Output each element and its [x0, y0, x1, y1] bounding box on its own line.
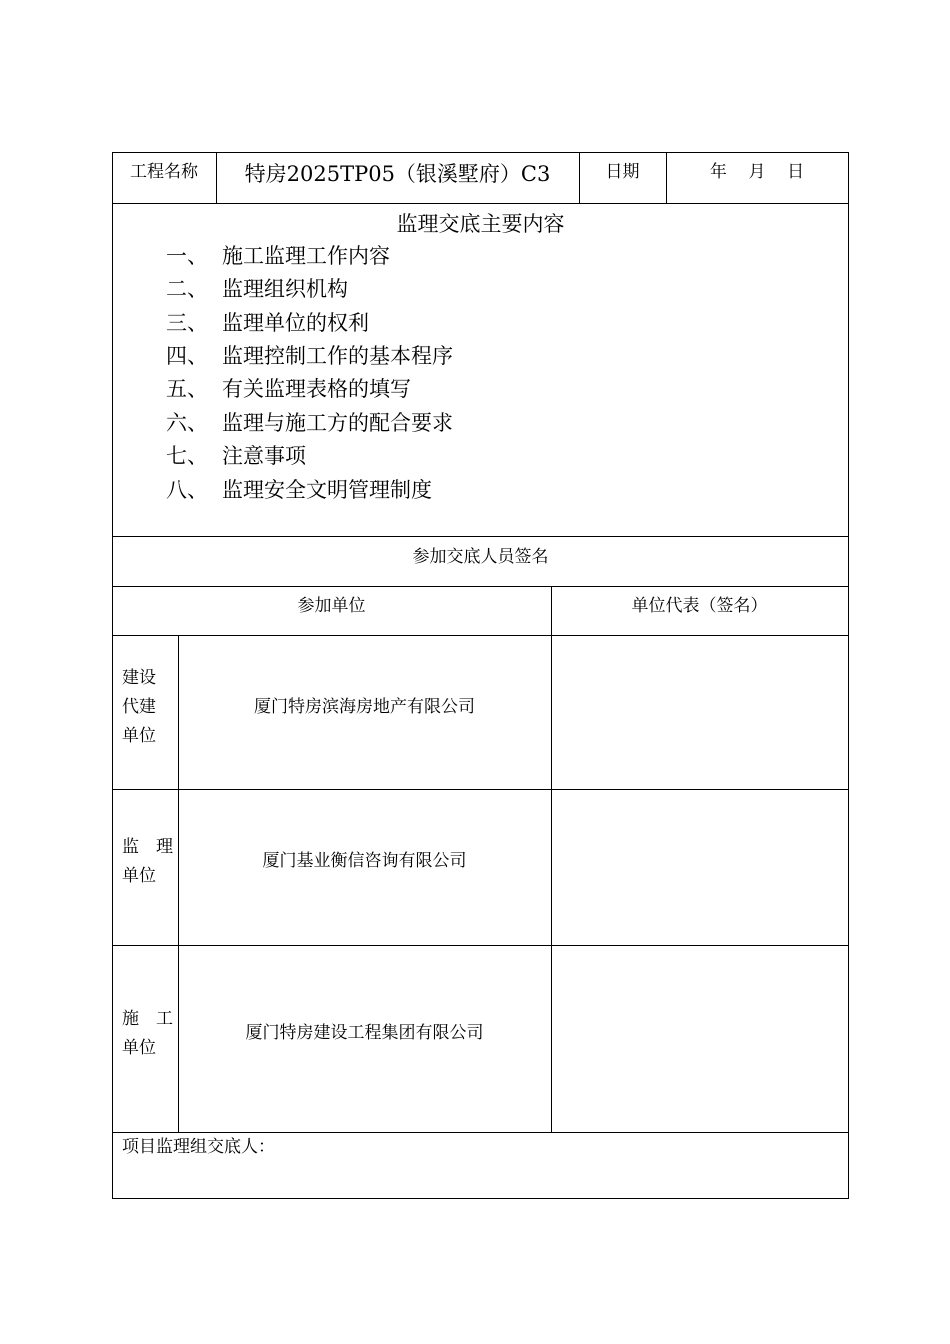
- list-item: [166, 346, 453, 367]
- role-label-construction: 建设 代建 单位: [122, 668, 156, 746]
- row-divider: [112, 789, 849, 790]
- column-header-unit: 参加单位: [297, 596, 366, 616]
- item-text: 监理控制工作的基本程序: [222, 344, 453, 368]
- role-label-contractor: 施 工 单位: [122, 1009, 173, 1058]
- date-label: 日期: [605, 162, 640, 182]
- item-number: 六、: [166, 411, 208, 435]
- row-divider: [112, 203, 849, 204]
- date-value: 年 月 日: [709, 162, 805, 182]
- item-text: 监理安全文明管理制度: [222, 478, 432, 502]
- row-divider: [112, 945, 849, 946]
- item-number: 四、: [166, 344, 208, 368]
- list-item: [166, 379, 411, 400]
- company-name: 厦门特房建设工程集团有限公司: [245, 1023, 484, 1043]
- signature-section-title: 参加交底人员签名: [412, 547, 549, 567]
- list-item: [166, 446, 306, 467]
- item-number: 二、: [166, 277, 208, 301]
- border-left: [112, 152, 113, 1199]
- item-text: 施工监理工作内容: [222, 244, 390, 268]
- row-divider: [112, 635, 849, 636]
- item-number: 一、: [166, 244, 208, 268]
- border-top: [112, 152, 849, 153]
- list-item: [166, 480, 432, 501]
- row-divider: [112, 586, 849, 587]
- item-text: 监理单位的权利: [222, 311, 369, 335]
- item-number: 三、: [166, 311, 208, 335]
- list-item: [166, 246, 390, 267]
- supervision-briefing-form: [112, 152, 849, 1199]
- row-divider: [112, 1132, 849, 1133]
- item-text: 监理组织机构: [222, 277, 348, 301]
- item-text: 注意事项: [222, 444, 306, 468]
- briefing-person-label: 项目监理组交底人：: [122, 1137, 275, 1157]
- list-item: [166, 413, 453, 434]
- column-header-representative: 单位代表（签名）: [631, 596, 768, 616]
- row-divider: [112, 536, 849, 537]
- project-name-value: 特房2025TP05（银溪墅府）C3: [244, 162, 551, 186]
- item-number: 五、: [166, 377, 208, 401]
- item-number: 七、: [166, 444, 208, 468]
- item-text: 有关监理表格的填写: [222, 377, 411, 401]
- company-name: 厦门特房滨海房地产有限公司: [254, 697, 475, 717]
- company-name: 厦门基业衡信咨询有限公司: [262, 851, 467, 871]
- role-label-supervision: 监 理 单位: [122, 837, 173, 886]
- content-title: 监理交底主要内容: [396, 212, 565, 236]
- col-divider: [551, 586, 552, 1133]
- list-item: [166, 279, 348, 300]
- border-right: [848, 152, 849, 1199]
- item-number: 八、: [166, 478, 208, 502]
- list-item: [166, 313, 369, 334]
- project-name-label: 工程名称: [130, 162, 198, 182]
- border-bottom: [112, 1198, 849, 1199]
- item-text: 监理与施工方的配合要求: [222, 411, 453, 435]
